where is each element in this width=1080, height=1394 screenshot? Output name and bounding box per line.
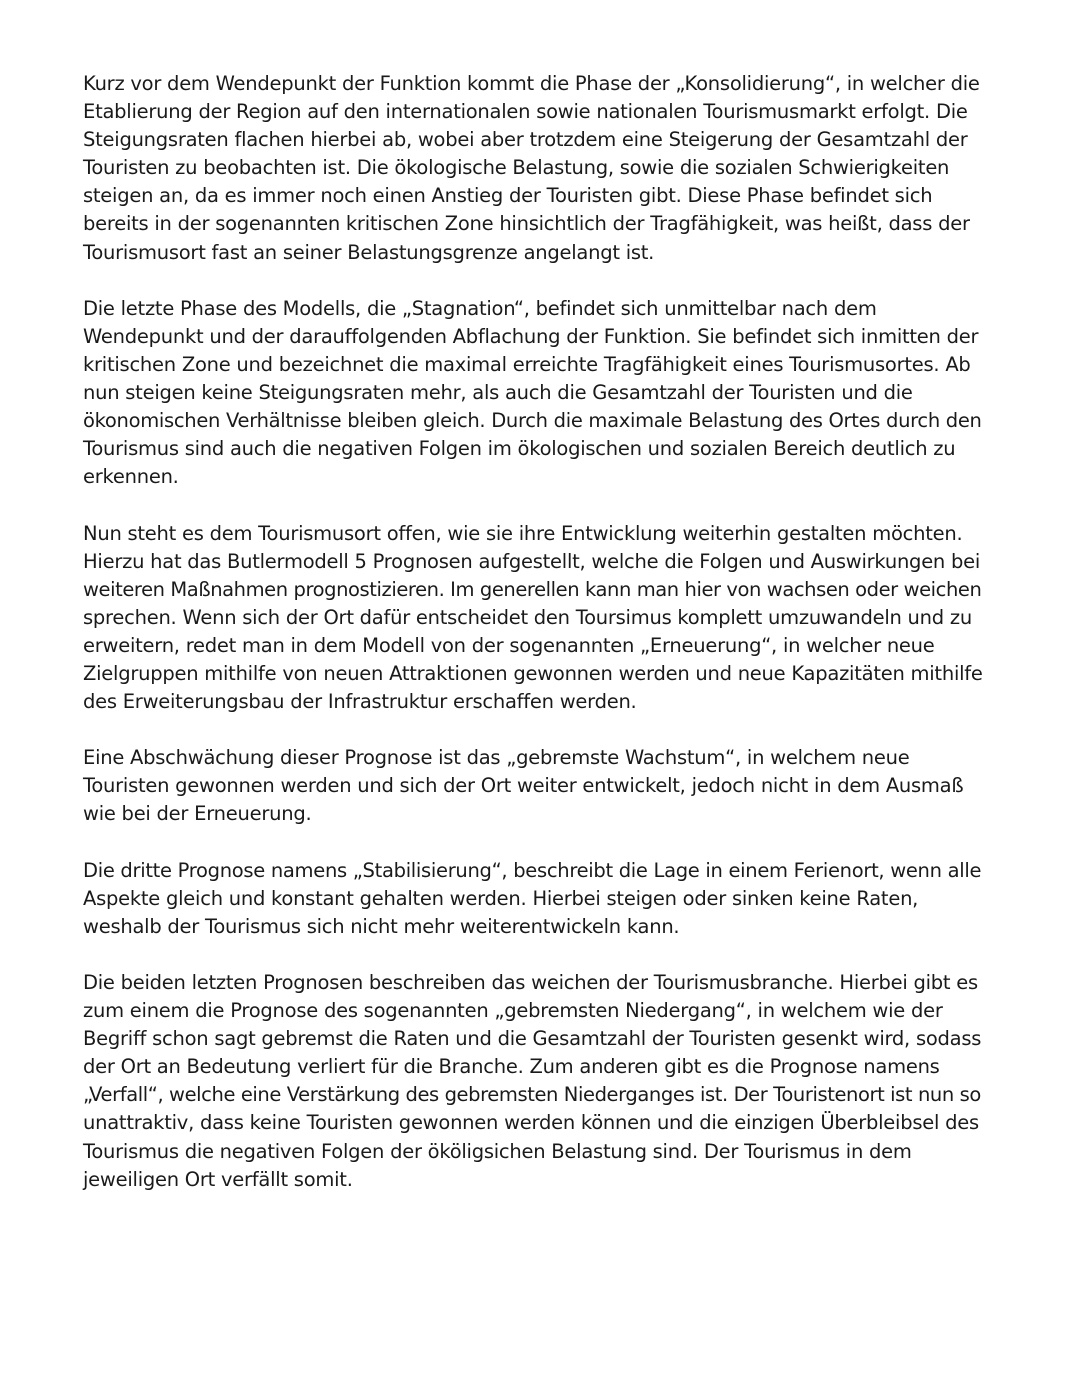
- text-line: bereits in der sogenannten kritischen Zone hinsichtlich der Tragfähigkeit, was heißt, dass der: [83, 212, 970, 236]
- paragraph-niedergang-verfall: [83, 969, 983, 1194]
- text-line: Zielgruppen mithilfe von neuen Attraktionen gewonnen werden und neue Kapazitäten mithilfe: [83, 661, 983, 685]
- text-line: Nun steht es dem Tourismusort offen, wie sie ihre Entwicklung weiterhin gestalten möchten.: [83, 521, 963, 545]
- text-line: Touristen zu beobachten ist. Die ökologische Belastung, sowie die sozialen Schwierigkeiten: [83, 156, 950, 180]
- text-line: der Ort an Bedeutung verliert für die Branche. Zum anderen gibt es die Prognose namens: [83, 1055, 940, 1079]
- text-line: des Erweiterungsbau der Infrastruktur erschaffen werden.: [83, 690, 637, 714]
- text-line: kritischen Zone und bezeichnet die maximal erreichte Tragfähigkeit eines Tourismusortes. Ab: [83, 352, 971, 376]
- text-line: nun steigen keine Steigungsraten mehr, als auch die Gesamtzahl der Touristen und die: [83, 381, 913, 405]
- text-line: Die letzte Phase des Modells, die „Stagnation“, befindet sich unmittelbar nach dem: [83, 296, 877, 320]
- text-line: Eine Abschwächung dieser Prognose ist das „gebremste Wachstum“, in welchem neue: [83, 746, 910, 770]
- paragraph-gebremstes-wachstum: [83, 744, 983, 828]
- text-line: unattraktiv, dass keine Touristen gewonnen werden können und die einzigen Überbleibsel des: [83, 1111, 979, 1135]
- text-line: jeweiligen Ort verfällt somit.: [83, 1167, 353, 1191]
- paragraph-erneuerung: [83, 520, 983, 717]
- text-line: Kurz vor dem Wendepunkt der Funktion kommt die Phase der „Konsolidierung“, in welcher die: [83, 72, 980, 95]
- text-line: Aspekte gleich und konstant gehalten werden. Hierbei steigen oder sinken keine Raten,: [83, 886, 919, 910]
- text-line: weiteren Maßnahmen prognostizieren. Im generellen kann man hier von wachsen oder weichen: [83, 577, 982, 601]
- text-line: erkennen.: [83, 465, 179, 489]
- text-line: Tourismus sind auch die negativen Folgen im ökologischen und sozialen Bereich deutlich zu: [83, 437, 956, 461]
- text-line: Steigungsraten flachen hierbei ab, wobei aber trotzdem eine Steigerung der Gesamtzahl der: [83, 128, 968, 152]
- text-line: ökonomischen Verhältnisse bleiben gleich. Durch die maximale Belastung des Ortes durch den: [83, 409, 982, 433]
- text-line: steigen an, da es immer noch einen Anstieg der Touristen gibt. Diese Phase befindet sich: [83, 184, 933, 208]
- paragraph-stagnation: [83, 295, 983, 492]
- text-line: Die beiden letzten Prognosen beschreiben das weichen der Tourismusbranche. Hierbei gibt es: [83, 971, 978, 994]
- text-line: Touristen gewonnen werden und sich der Ort weiter entwickelt, jedoch nicht in dem Ausmaß: [83, 774, 964, 798]
- text-line: Etablierung der Region auf den internationalen sowie nationalen Tourismusmarkt erfolgt. Die: [83, 100, 968, 124]
- paragraph-stabilisierung: [83, 857, 983, 941]
- text-line: weshalb der Tourismus sich nicht mehr weiterentwickeln kann.: [83, 914, 680, 938]
- document-page: [83, 70, 983, 1222]
- text-line: „Verfall“, welche eine Verstärkung des gebremsten Niederganges ist. Der Touristenort ist nun so: [83, 1083, 981, 1107]
- text-line: wie bei der Erneuerung.: [83, 802, 312, 826]
- paragraph-konsolidierung: [83, 70, 983, 267]
- text-line: erweitern, redet man in dem Modell von der sogenannten „Erneuerung“, in welcher neue: [83, 633, 935, 657]
- text-line: Tourismus die negativen Folgen der ököligsichen Belastung sind. Der Tourismus in dem: [83, 1139, 912, 1163]
- text-line: sprechen. Wenn sich der Ort dafür entscheidet den Toursimus komplett umzuwandeln und zu: [83, 605, 972, 629]
- text-line: zum einem die Prognose des sogenannten „gebremsten Niedergang“, in welchem wie der: [83, 999, 943, 1023]
- text-line: Hierzu hat das Butlermodell 5 Prognosen aufgestellt, welche die Folgen und Auswirkungen bei: [83, 549, 981, 573]
- text-line: Wendepunkt und der darauffolgenden Abflachung der Funktion. Sie befindet sich inmitten der: [83, 324, 979, 348]
- text-line: Begriff schon sagt gebremst die Raten und die Gesamtzahl der Touristen gesenkt wird, sodass: [83, 1027, 982, 1051]
- text-line: Tourismusort fast an seiner Belastungsgrenze angelangt ist.: [83, 240, 655, 264]
- text-line: Die dritte Prognose namens „Stabilisierung“, beschreibt die Lage in einem Ferienort, wenn alle: [83, 858, 982, 882]
